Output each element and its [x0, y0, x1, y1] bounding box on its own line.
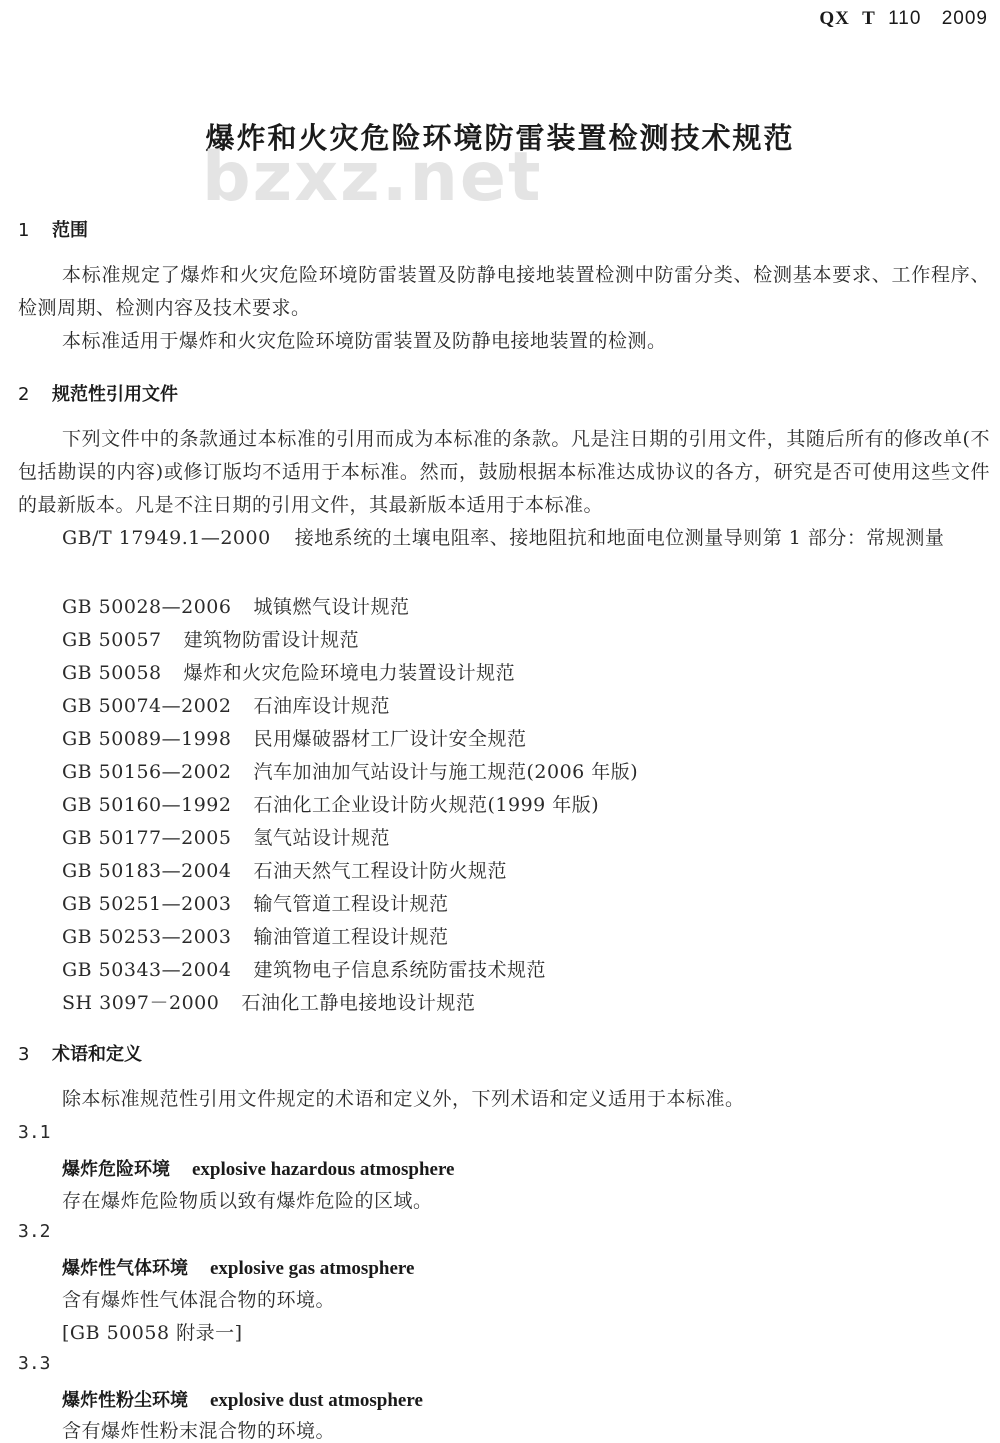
term-heading [62, 1254, 414, 1280]
reference-item [62, 856, 507, 883]
reference-item [18, 522, 990, 555]
term-number: 3.1 [18, 1122, 51, 1143]
term-zh: 爆炸危险环境 [62, 1159, 170, 1180]
section-2-paragraph-1: 下列文件中的条款通过本标准的引用而成为本标准的条款。凡是注日期的引用文件，其随后所有的修改单(不包括勘误的内容)或修订版均不适用于本标准。然而，鼓励根据本标准达成协议的各方，研究是否可使用这些文件的最新版本。凡是不注日期的引用文件，其最新版本适用于本标准。 [18, 428, 990, 516]
reference-code: GB 50343—2004 [62, 959, 232, 981]
reference-code: GB 50183—2004 [62, 860, 232, 882]
term-source: [GB 50058 附录一] [62, 1322, 243, 1344]
reference-code: GB 50074—2002 [62, 695, 232, 717]
reference-code: GB 50089—1998 [62, 728, 232, 750]
reference-item [62, 757, 638, 784]
reference-title: 氢气站设计规范 [253, 827, 390, 849]
reference-item [62, 823, 390, 850]
reference-title: 接地系统的土壤电阻率、接地阻抗和地面电位测量导则第 1 部分：常规测量 [294, 527, 945, 549]
reference-title: 石油天然气工程设计防火规范 [253, 860, 507, 882]
reference-item [62, 691, 390, 718]
reference-item [62, 922, 449, 949]
term-en: explosive gas atmosphere [210, 1258, 415, 1279]
reference-item [62, 724, 527, 751]
section-3-heading [18, 1040, 142, 1066]
section-2-heading [18, 380, 178, 406]
reference-title: 建筑物防雷设计规范 [183, 629, 360, 651]
section-number: 1 [18, 220, 30, 241]
reference-code: GB 50028—2006 [62, 596, 232, 618]
reference-item [62, 592, 410, 619]
reference-title: 石油化工企业设计防火规范(1999 年版) [253, 794, 600, 816]
reference-code: GB 50057 [62, 629, 162, 651]
reference-title: 输气管道工程设计规范 [253, 893, 449, 915]
std-code: QX [819, 8, 850, 29]
section-1-paragraph-1: 本标准规定了爆炸和火灾危险环境防雷装置及防静电接地装置检测中防雷分类、检测基本要求、工作程序、检测周期、检测内容及技术要求。 [18, 264, 990, 319]
term-heading [62, 1155, 454, 1181]
section-number: 3 [18, 1044, 30, 1065]
reference-title: 民用爆破器材工厂设计安全规范 [253, 728, 527, 750]
term-definition: 含有爆炸性气体混合物的环境。 [62, 1289, 336, 1311]
reference-item [62, 625, 359, 652]
standard-header [819, 8, 988, 30]
reference-item [62, 988, 475, 1015]
section-1-paragraph-2: 本标准适用于爆炸和火灾危险环境防雷装置及防静电接地装置的检测。 [62, 330, 667, 352]
reference-title: 石油化工静电接地设计规范 [241, 992, 476, 1014]
reference-code: GB 50058 [62, 662, 162, 684]
std-year: 2009 [941, 8, 988, 29]
reference-item [62, 790, 599, 817]
section-title: 规范性引用文件 [52, 384, 178, 405]
section-number: 2 [18, 384, 30, 405]
section-1-heading [18, 216, 88, 242]
reference-code: GB 50177—2005 [62, 827, 232, 849]
reference-title: 汽车加油加气站设计与施工规范(2006 年版) [253, 761, 639, 783]
reference-title: 石油库设计规范 [253, 695, 390, 717]
term-heading [62, 1386, 423, 1412]
section-title: 术语和定义 [52, 1044, 142, 1065]
reference-item [62, 955, 546, 982]
term-en: explosive dust atmosphere [210, 1390, 423, 1411]
reference-item [62, 658, 515, 685]
reference-code: GB 50251—2003 [62, 893, 232, 915]
reference-title: 城镇燃气设计规范 [253, 596, 410, 618]
term-definition: 存在爆炸危险物质以致有爆炸危险的区域。 [62, 1190, 433, 1212]
term-zh: 爆炸性气体环境 [62, 1258, 188, 1279]
term-number: 3.2 [18, 1221, 51, 1242]
section-title: 范围 [52, 220, 88, 241]
document-title: 爆炸和火灾危险环境防雷装置检测技术规范 [205, 121, 795, 155]
term-definition: 含有爆炸性粉末混合物的环境。 [62, 1420, 336, 1442]
reference-code: GB 50253—2003 [62, 926, 232, 948]
term-en: explosive hazardous atmosphere [192, 1159, 455, 1180]
std-number: 110 [888, 8, 922, 29]
reference-code: SH 3097－2000 [62, 992, 220, 1014]
term-zh: 爆炸性粉尘环境 [62, 1390, 188, 1411]
reference-title: 建筑物电子信息系统防雷技术规范 [253, 959, 546, 981]
reference-item [62, 889, 449, 916]
std-sep: T [862, 8, 876, 29]
reference-title: 输油管道工程设计规范 [253, 926, 449, 948]
reference-code: GB 50160—1992 [62, 794, 232, 816]
reference-code: GB/T 17949.1—2000 [62, 527, 271, 549]
watermark: bzxz.net [202, 138, 543, 217]
section-3-paragraph-1: 除本标准规范性引用文件规定的术语和定义外，下列术语和定义适用于本标准。 [62, 1088, 745, 1110]
reference-title: 爆炸和火灾危险环境电力装置设计规范 [183, 662, 516, 684]
reference-code: GB 50156—2002 [62, 761, 232, 783]
term-number: 3.3 [18, 1353, 51, 1374]
